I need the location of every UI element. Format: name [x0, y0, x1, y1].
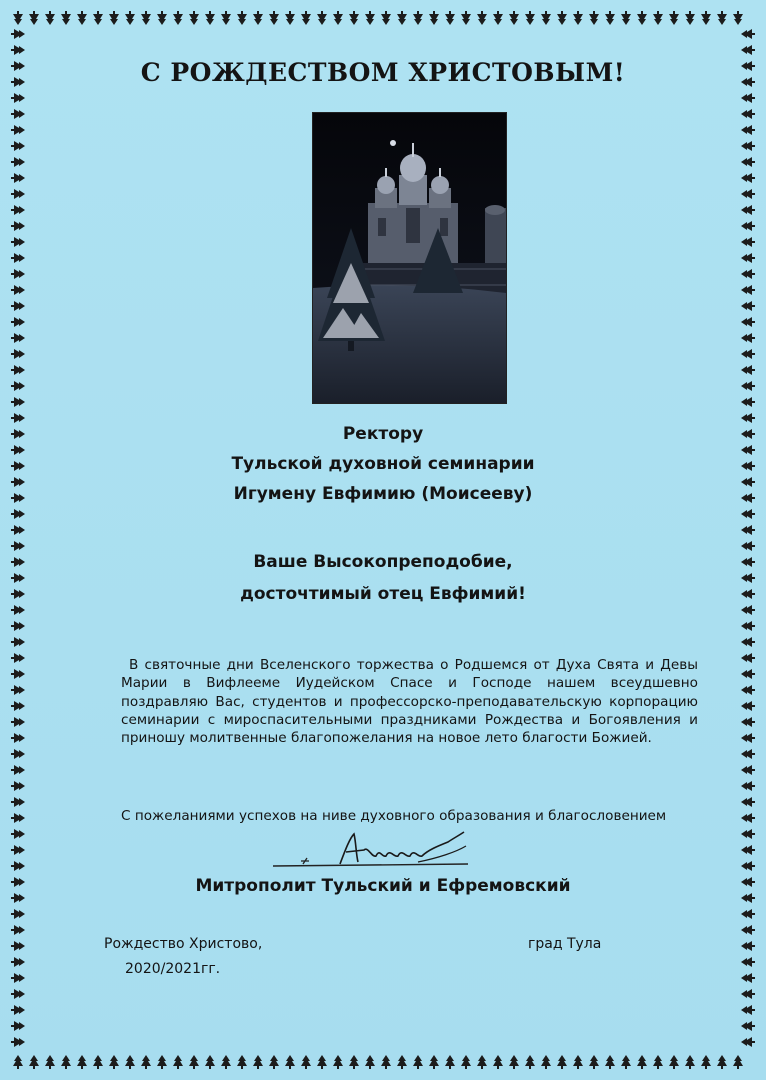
- border-tree: [741, 749, 755, 759]
- border-tree: [11, 29, 25, 39]
- border-tree: [29, 11, 39, 25]
- border-tree: [11, 925, 25, 935]
- border-tree: [11, 93, 25, 103]
- border-tree: [237, 1055, 247, 1069]
- border-tree: [557, 11, 567, 25]
- border-tree: [741, 285, 755, 295]
- border-tree: [741, 781, 755, 791]
- border-tree: [11, 573, 25, 583]
- border-tree: [741, 717, 755, 727]
- border-tree: [741, 45, 755, 55]
- salutation-line-2: досточтимый отец Евфимий!: [240, 584, 526, 604]
- border-tree: [109, 11, 119, 25]
- border-tree: [11, 45, 25, 55]
- border-tree: [685, 11, 695, 25]
- border-tree: [11, 1037, 25, 1047]
- border-tree: [11, 141, 25, 151]
- border-tree: [365, 1055, 375, 1069]
- border-tree: [269, 11, 279, 25]
- border-tree: [429, 1055, 439, 1069]
- border-tree: [741, 189, 755, 199]
- border-tree: [741, 941, 755, 951]
- border-tree: [11, 797, 25, 807]
- salutation-line-1: Ваше Высокопреподобие,: [253, 552, 513, 572]
- border-tree: [741, 125, 755, 135]
- border-tree: [509, 11, 519, 25]
- border-tree: [461, 1055, 471, 1069]
- border-tree: [741, 29, 755, 39]
- border-tree: [11, 317, 25, 327]
- letter-title: С РОЖДЕСТВОМ ХРИСТОВЫМ!: [140, 58, 626, 87]
- border-tree: [741, 605, 755, 615]
- border-tree: [11, 381, 25, 391]
- border-tree: [741, 221, 755, 231]
- border-tree: [741, 365, 755, 375]
- date-line-1: Рождество Христово,: [104, 936, 263, 952]
- border-tree: [141, 11, 151, 25]
- border-tree: [11, 269, 25, 279]
- border-tree: [11, 365, 25, 375]
- border-tree: [141, 1055, 151, 1069]
- border-tree: [381, 11, 391, 25]
- border-tree: [741, 525, 755, 535]
- border-tree: [741, 845, 755, 855]
- border-tree: [741, 989, 755, 999]
- border-tree: [445, 1055, 455, 1069]
- border-tree: [11, 253, 25, 263]
- border-tree: [741, 1005, 755, 1015]
- border-tree: [253, 1055, 263, 1069]
- border-tree: [11, 1021, 25, 1031]
- border-tree: [11, 973, 25, 983]
- border-tree: [717, 1055, 727, 1069]
- border-tree: [285, 1055, 295, 1069]
- border-tree: [741, 861, 755, 871]
- border-tree: [413, 11, 423, 25]
- border-tree: [741, 541, 755, 551]
- border-tree: [11, 1005, 25, 1015]
- border-tree: [741, 157, 755, 167]
- border-tree: [621, 11, 631, 25]
- border-tree: [11, 157, 25, 167]
- border-tree: [11, 829, 25, 839]
- border-tree: [11, 781, 25, 791]
- border-tree: [397, 1055, 407, 1069]
- border-tree: [717, 11, 727, 25]
- border-tree: [637, 1055, 647, 1069]
- border-tree: [125, 1055, 135, 1069]
- border-tree: [11, 525, 25, 535]
- border-tree: [397, 11, 407, 25]
- border-tree: [741, 93, 755, 103]
- addressee-name: Игумену Евфимию (Моисееву): [233, 484, 533, 504]
- border-tree: [741, 813, 755, 823]
- border-tree: [77, 1055, 87, 1069]
- border-tree: [637, 11, 647, 25]
- border-tree: [157, 1055, 167, 1069]
- border-tree: [45, 1055, 55, 1069]
- border-tree: [741, 205, 755, 215]
- border-tree: [333, 11, 343, 25]
- border-tree: [11, 509, 25, 519]
- border-tree: [741, 637, 755, 647]
- border-tree: [477, 11, 487, 25]
- border-tree: [653, 11, 663, 25]
- border-tree: [11, 909, 25, 919]
- border-tree: [11, 845, 25, 855]
- addressee-institution: Тульской духовной семинарии: [231, 454, 535, 474]
- border-tree: [525, 1055, 535, 1069]
- border-tree: [11, 221, 25, 231]
- border-tree: [493, 1055, 503, 1069]
- border-tree: [541, 11, 551, 25]
- border-tree: [11, 349, 25, 359]
- border-tree: [93, 11, 103, 25]
- border-tree: [125, 11, 135, 25]
- border-tree: [333, 1055, 343, 1069]
- border-tree: [741, 253, 755, 263]
- border-tree: [253, 11, 263, 25]
- border-tree: [11, 205, 25, 215]
- border-tree: [741, 685, 755, 695]
- border-tree: [11, 669, 25, 679]
- border-tree: [573, 11, 583, 25]
- border-tree: [741, 413, 755, 423]
- border-tree: [741, 381, 755, 391]
- cathedral-night-photo: [312, 112, 507, 404]
- border-tree: [429, 11, 439, 25]
- border-tree: [11, 173, 25, 183]
- border-tree: [741, 701, 755, 711]
- date-line-2: 2020/2021гг.: [125, 961, 221, 977]
- border-tree: [381, 1055, 391, 1069]
- border-tree: [11, 189, 25, 199]
- border-tree: [11, 125, 25, 135]
- border-tree: [741, 173, 755, 183]
- border-tree: [733, 11, 743, 25]
- border-tree: [11, 749, 25, 759]
- border-tree: [493, 11, 503, 25]
- border-tree: [189, 11, 199, 25]
- border-tree: [741, 301, 755, 311]
- border-tree: [11, 413, 25, 423]
- border-tree: [525, 11, 535, 25]
- border-tree: [605, 1055, 615, 1069]
- border-tree: [11, 621, 25, 631]
- border-tree: [741, 797, 755, 807]
- border-tree: [741, 669, 755, 679]
- border-tree: [221, 11, 231, 25]
- border-tree: [11, 541, 25, 551]
- border-tree: [445, 11, 455, 25]
- border-tree: [173, 1055, 183, 1069]
- border-tree: [11, 765, 25, 775]
- border-tree: [11, 717, 25, 727]
- border-tree: [685, 1055, 695, 1069]
- border-tree: [621, 1055, 631, 1069]
- border-tree: [301, 11, 311, 25]
- border-tree: [11, 397, 25, 407]
- border-tree: [589, 11, 599, 25]
- border-tree: [733, 1055, 743, 1069]
- border-tree: [741, 141, 755, 151]
- border-tree: [741, 317, 755, 327]
- border-tree: [11, 813, 25, 823]
- border-tree: [11, 285, 25, 295]
- border-tree: [741, 269, 755, 279]
- border-tree: [221, 1055, 231, 1069]
- border-tree: [365, 11, 375, 25]
- border-tree: [741, 765, 755, 775]
- border-tree: [741, 397, 755, 407]
- border-tree: [77, 11, 87, 25]
- border-tree: [669, 1055, 679, 1069]
- border-tree: [349, 11, 359, 25]
- addressee-title: Ректору: [342, 424, 424, 444]
- border-tree: [11, 733, 25, 743]
- border-tree: [205, 11, 215, 25]
- border-tree: [11, 109, 25, 119]
- border-tree: [741, 349, 755, 359]
- border-tree: [285, 11, 295, 25]
- border-tree: [11, 301, 25, 311]
- border-tree: [301, 1055, 311, 1069]
- border-tree: [61, 11, 71, 25]
- border-tree: [589, 1055, 599, 1069]
- border-tree: [11, 861, 25, 871]
- border-tree: [573, 1055, 583, 1069]
- border-tree: [741, 333, 755, 343]
- border-tree: [317, 11, 327, 25]
- border-tree: [157, 11, 167, 25]
- border-tree: [11, 333, 25, 343]
- border-tree: [11, 989, 25, 999]
- border-tree: [109, 1055, 119, 1069]
- border-tree: [741, 1037, 755, 1047]
- border-tree: [93, 1055, 103, 1069]
- border-tree: [701, 11, 711, 25]
- border-tree: [11, 605, 25, 615]
- border-tree: [461, 11, 471, 25]
- border-tree: [741, 925, 755, 935]
- border-tree: [13, 1055, 23, 1069]
- border-tree: [741, 1021, 755, 1031]
- border-tree: [669, 11, 679, 25]
- border-tree: [11, 957, 25, 967]
- border-tree: [11, 237, 25, 247]
- border-tree: [477, 1055, 487, 1069]
- signer-title: Митрополит Тульский и Ефремовский: [195, 876, 571, 896]
- border-tree: [11, 653, 25, 663]
- border-tree: [61, 1055, 71, 1069]
- border-tree: [741, 621, 755, 631]
- border-tree: [741, 237, 755, 247]
- border-tree: [741, 973, 755, 983]
- border-tree: [413, 1055, 423, 1069]
- closing-wishes: С пожеланиями успехов на ниве духовного образования и благословением: [121, 808, 667, 824]
- border-tree: [605, 11, 615, 25]
- border-tree: [11, 941, 25, 951]
- border-tree: [741, 909, 755, 919]
- border-tree: [741, 733, 755, 743]
- border-tree: [701, 1055, 711, 1069]
- place-of-writing: град Тула: [528, 936, 602, 952]
- border-tree: [541, 1055, 551, 1069]
- border-tree: [13, 11, 23, 25]
- border-tree: [557, 1055, 567, 1069]
- border-tree: [741, 573, 755, 583]
- border-tree: [189, 1055, 199, 1069]
- border-tree: [11, 637, 25, 647]
- border-tree: [205, 1055, 215, 1069]
- border-tree: [741, 653, 755, 663]
- border-tree: [509, 1055, 519, 1069]
- border-tree: [741, 509, 755, 519]
- border-tree: [741, 109, 755, 119]
- border-tree: [349, 1055, 359, 1069]
- border-tree: [29, 1055, 39, 1069]
- border-tree: [11, 685, 25, 695]
- border-tree: [45, 11, 55, 25]
- border-tree: [317, 1055, 327, 1069]
- border-tree: [11, 701, 25, 711]
- border-tree: [269, 1055, 279, 1069]
- border-tree: [237, 11, 247, 25]
- letter-body: В святочные дни Вселенского торжества о Родшемся от Духа Свята и Девы Марии в Вифлееме Иудейском Спасе и Господе нашем всеудшевно поздравляю Вас, студентов и профессорско-преподавательскую корпорацию семинарии с мироспасительными праздниками Рождества и Богоявления и приношу молитвенные благопожелания на новое лето благости Божией.: [121, 657, 698, 747]
- border-tree: [173, 11, 183, 25]
- border-tree: [741, 829, 755, 839]
- border-tree: [653, 1055, 663, 1069]
- border-tree: [741, 957, 755, 967]
- handwritten-signature: [268, 828, 483, 876]
